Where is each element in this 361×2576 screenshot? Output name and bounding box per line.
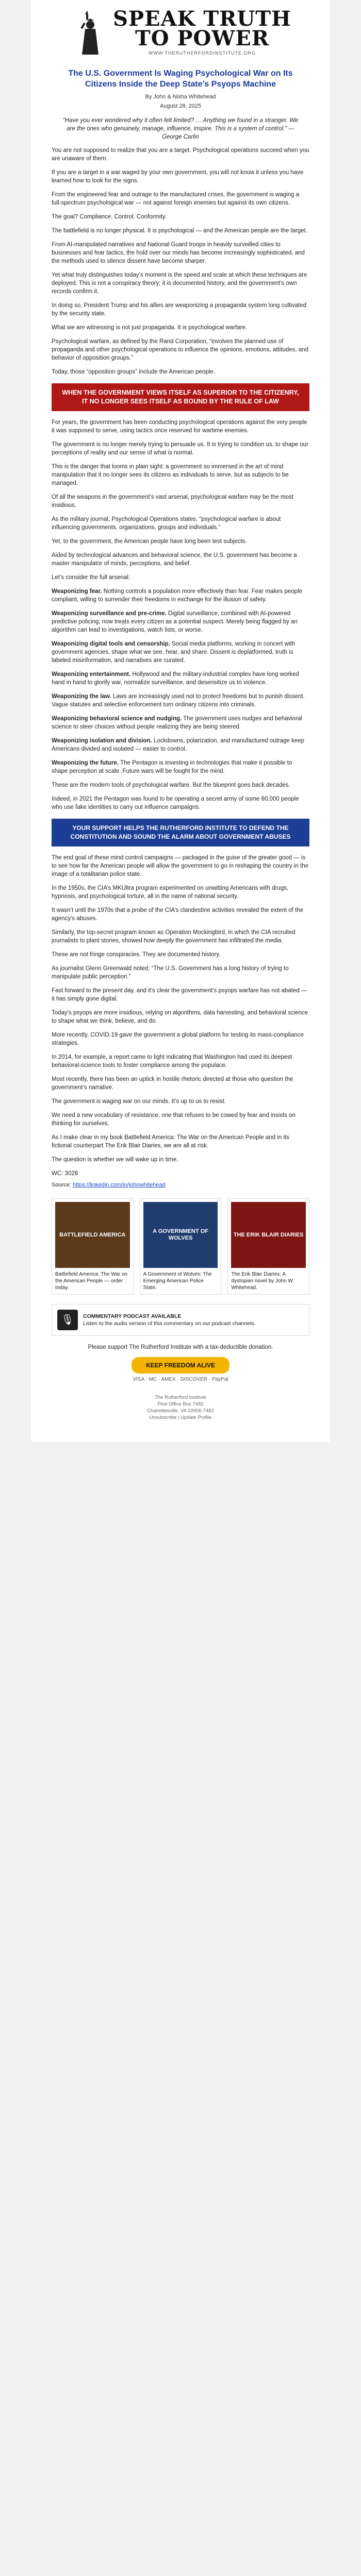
paragraph: The government is waging war on our minds. It’s up to us to resist.	[52, 1098, 226, 1105]
article-date: August 28, 2025	[159, 103, 202, 109]
header	[31, 0, 330, 61]
brand-line2: TO POWER	[135, 26, 270, 50]
podcast-title: COMMENTARY PODCAST AVAILABLE	[83, 1313, 182, 1319]
statue-of-liberty-logo	[70, 9, 106, 56]
article	[31, 68, 330, 1421]
footer	[52, 1394, 309, 1421]
section-lead: Weaponizing the future.	[52, 760, 119, 766]
section-text: Hollywood and the military-industrial complex have long worked hand in hand to glorify war, normalize surveillance, and desensitize us to violence.	[52, 671, 299, 686]
section-lead: Weaponizing surveillance and pre-crime.	[52, 611, 167, 617]
book-card[interactable]	[52, 1198, 134, 1295]
payment-cards: VISA · MC · AMEX · DISCOVER · PayPal	[133, 1377, 228, 1382]
banner-blue: YOUR SUPPORT HELPS THE RUTHERFORD INSTITUTE TO DEFEND THE CONSTITUTION AND SOUND THE ALARM ABOUT GOVERNMENT ABUSES	[52, 819, 309, 846]
source-line	[52, 1181, 309, 1189]
book-desc: The Erik Blair Diaries: A dystopian novel by John W. Whitehead.	[231, 1272, 294, 1291]
paragraph: As journalist Glenn Greenwald noted, “The U.S. Government has a long history of trying to manipulate public perception.”	[52, 965, 289, 980]
section-lead: Weaponizing entertainment.	[52, 671, 131, 677]
paragraph: The question is whether we will wake up in time.	[52, 1157, 178, 1163]
section-lead: Weaponizing digital tools and censorship.	[52, 641, 170, 647]
paragraph: Similarly, the top-secret program known as Operation Mockingbird, in which the CIA recruited journalists to plant stories, showed how deeply the government has infiltrated the media.	[52, 929, 296, 944]
section-lead: Weaponizing fear.	[52, 588, 102, 595]
paragraph: Yet, to the government, the American people have long been test subjects.	[52, 538, 247, 545]
brand-line1: SPEAK TRUTH	[113, 7, 291, 31]
paragraph: These are not fringe conspiracies. They are documented history.	[52, 952, 221, 958]
paragraph: For years, the government has been conducting psychological operations against the very people it was supposed to serve, using tactics once reserved for wartime enemies.	[52, 419, 307, 434]
paragraph: Aided by technological advances and behavioral science, the U.S. government has become a master manipulator of minds, perceptions, and belief.	[52, 552, 297, 567]
paragraph: The battlefield is no longer physical. It is psychological — and the American people are the target.	[52, 228, 308, 234]
section-text: Digital surveillance, combined with AI-powered predictive policing, now treats every citizen as a potential suspect. Merely being flagged by an algorithm can lead to investigations, watch lists, or worse.	[52, 611, 298, 633]
paragraph: You are not supposed to realize that you are a target. Psychological operations succeed when you are unaware of them.	[52, 147, 309, 162]
section-paragraph	[52, 609, 309, 634]
section-text: The Pentagon is investing in technologies that make it possible to shape perception at scale. Future wars will be fought for the mind.	[52, 760, 292, 774]
podcast-box[interactable]	[52, 1304, 309, 1336]
book-card[interactable]	[140, 1198, 222, 1295]
paragraphs-block-3	[52, 781, 309, 811]
paragraph: Fast forward to the present day, and it’s clear the government’s psyops warfare has not abated — it has simply gone digital.	[52, 988, 307, 1002]
brand-sub: WWW.THERUTHERFORDINSTITUTE.ORG	[149, 50, 256, 56]
email-page	[31, 0, 330, 1442]
paragraph: From AI-manipulated narratives and National Guard troops in heavily surveilled cities to businesses and fear tactics, the hold over our minds has become increasingly sophisticated, and the methods used to silence dissent have become sharper.	[52, 242, 305, 264]
book-desc: A Government of Wolves: The Emerging American Police State.	[143, 1272, 212, 1291]
article-title: The U.S. Government Is Waging Psychological War on Its Citizens Inside the Deep State’s Psyops Machine	[68, 69, 293, 89]
paragraph: Today’s psyops are more insidious, relying on algorithms, data harvesting, and behavioral science to shape what we think, believe, and do.	[52, 1010, 308, 1024]
paragraphs-block-4	[52, 854, 309, 1164]
section-text: The government uses nudges and behavioral science to steer choices without people realizing they are being steered.	[52, 716, 302, 730]
paragraph: Let’s consider the full arsenal:	[52, 574, 130, 581]
paragraphs-block-1	[52, 146, 309, 376]
section-text: Social media platforms, working in concert with government agencies, shape what we see, hear, and share. Dissent is deplatformed, truth is labeled misinformation, and narratives are curated.	[52, 641, 296, 664]
paragraph: Today, those “opposition groups” include the American people.	[52, 369, 215, 375]
section-text: Lockdowns, polarization, and manufactured outrage keep Americans divided and isolated — easier to control.	[52, 738, 305, 752]
keep-freedom-alive-button[interactable]: KEEP FREEDOM ALIVE	[132, 1357, 229, 1374]
source-label: Source:	[52, 1182, 71, 1188]
paragraph: In doing so, President Trump and his allies are weaponizing a propaganda system long cultivated by the security state.	[52, 302, 307, 317]
paragraph: In the 1950s, the CIA’s MKUltra program experimented on unwitting Americans with drugs, hypnosis, and psychological torture, all in the name of national security.	[52, 885, 289, 900]
paragraph: Psychological warfare, as defined by the Rand Corporation, “involves the planned use of propaganda and other psychological operations to influence the opinions, emotions, attitudes, and behavior of opposition groups.”	[52, 338, 309, 361]
podcast-text: Listen to the audio version of this commentary on our podcast channels.	[83, 1320, 256, 1327]
paragraph: The goal? Compliance. Control. Conformity.	[52, 214, 167, 220]
paragraph: Yet what truly distinguishes today’s moment is the speed and scale at which these techniques are deployed. This is not a conspiracy theory; it is documented history, and the government’s own records confirm it.	[52, 272, 307, 295]
paragraph: More recently, COVID-19 gave the government a global platform for testing its mass-compliance strategies.	[52, 1032, 304, 1046]
banner-red: WHEN THE GOVERNMENT VIEWS ITSELF AS SUPERIOR TO THE CITIZENRY, IT NO LONGER SEES ITSELF AS BOUND BY THE RULE OF LAW	[52, 383, 309, 411]
podcast-text-block	[83, 1313, 255, 1327]
section-lead: Weaponizing the law.	[52, 693, 111, 700]
paragraphs-block-2	[52, 418, 309, 582]
footer-links[interactable]: Unsubscribe | Update Profile	[149, 1415, 212, 1420]
section-paragraph	[52, 737, 309, 753]
paragraph: In 2014, for example, a report came to light indicating that Washington had used its deepest behavioral-science tools to foster compliance among the populace.	[52, 1054, 292, 1069]
book-cover[interactable]: A GOVERNMENT OF WOLVES	[143, 1202, 218, 1268]
paragraph: The end goal of these mind control campaigns — packaged in the guise of the greater good — is to see how far the American people will allow the government to go in reshaping the country in the image of a totalitarian police state.	[52, 855, 308, 877]
paragraph: Indeed, in 2021 the Pentagon was found to be operating a secret army of some 60,000 people who use fake identities to carry out influence campaigns.	[52, 796, 299, 810]
byline: By John & Nisha Whitehead	[145, 94, 216, 100]
microphone-icon: 🎙	[57, 1310, 78, 1330]
book-card[interactable]	[227, 1198, 309, 1295]
section-paragraph	[52, 759, 309, 775]
sections-block	[52, 587, 309, 775]
section-text: Laws are increasingly used not to protect freedoms but to punish dissent. Vague statutes and selective enforcement turn ordinary citizens into criminals.	[52, 693, 305, 708]
section-text: Nothing controls a population more effectively than fear. Fear makes people compliant, willing to surrender their freedoms in exchange for the illusion of safety.	[52, 588, 303, 603]
paragraph: Most recently, there has been an uptick in hostile rhetoric directed at those who question the government’s narrative.	[52, 1076, 293, 1091]
section-paragraph	[52, 640, 309, 665]
paragraph: As the military journal, Psychological Operations states, “psychological warfare is about influencing governments, organizations, groups and individuals.”	[52, 516, 281, 531]
footer-address2: Charlottesville, VA 22906-7482	[147, 1408, 214, 1414]
section-paragraph	[52, 692, 309, 709]
epigraph-quote: “Have you ever wondered why it often felt limited? … Anything we found in a stranger. We are the ones who genuinely, manage, influence, inspire. This is a system of control.” — George Carlin	[62, 117, 299, 140]
paragraph: The government is no longer merely trying to persuade us. It is trying to condition us, to shape our perceptions of reality and our sense of what is normal.	[52, 442, 308, 456]
books-row	[52, 1198, 309, 1295]
book-cover[interactable]: THE ERIK BLAIR DIARIES	[231, 1202, 306, 1268]
footer-org: The Rutherford Institute	[155, 1395, 206, 1400]
word-count: WC: 3028	[52, 1171, 78, 1177]
section-paragraph	[52, 715, 309, 731]
footer-address1: Post Office Box 7482	[157, 1401, 204, 1407]
paragraph: Of all the weapons in the government’s vast arsenal, psychological warfare may be the most insidious.	[52, 494, 293, 509]
book-cover[interactable]: BATTLEFIELD AMERICA	[55, 1202, 130, 1268]
paragraph: It wasn’t until the 1970s that a probe of the CIA’s clandestine activities revealed the extent of the agency’s abuses.	[52, 907, 303, 922]
section-paragraph	[52, 670, 309, 687]
book-desc: Battlefield America: The War on the American People — order today.	[55, 1272, 128, 1291]
brand-title	[113, 9, 291, 56]
section-paragraph	[52, 587, 309, 604]
paragraph: This is the danger that looms in plain sight: a government so immersed in the art of mind manipulation that it no longer sees its citizens as individuals to serve, but as subjects to be managed.	[52, 464, 289, 486]
paragraph: We need a new vocabulary of resistance, one that refuses to be cowed by fear and insists on thinking for ourselves.	[52, 1112, 296, 1127]
paragraph: From the engineered fear and outrage to the manufactured crises, the government is waging a full-spectrum psychological war — not against foreign enemies but against its own citizens.	[52, 192, 300, 206]
paragraph: If you are a target in a war waged by your own government, you will not know it unless you have learned how to look for the signs.	[52, 170, 304, 184]
donate-intro: Please support The Rutherford Institute with a tax-deductible donation.	[88, 1344, 273, 1350]
source-link[interactable]: https://linkedin.com/in/johnwhitehead	[72, 1182, 166, 1188]
paragraph: What we are witnessing is not just propaganda. It is psychological warfare.	[52, 325, 248, 331]
paragraph: These are the modern tools of psychological warfare. But the blueprint goes back decades.	[52, 782, 290, 788]
section-lead: Weaponizing isolation and division.	[52, 738, 152, 744]
paragraph: As I make clear in my book Battlefield America: The War on the American People and in its fictional counterpart The Erik Blair Diaries, we are all at risk.	[52, 1134, 289, 1149]
section-lead: Weaponizing behavioral science and nudging.	[52, 716, 182, 722]
donate-section	[52, 1343, 309, 1384]
